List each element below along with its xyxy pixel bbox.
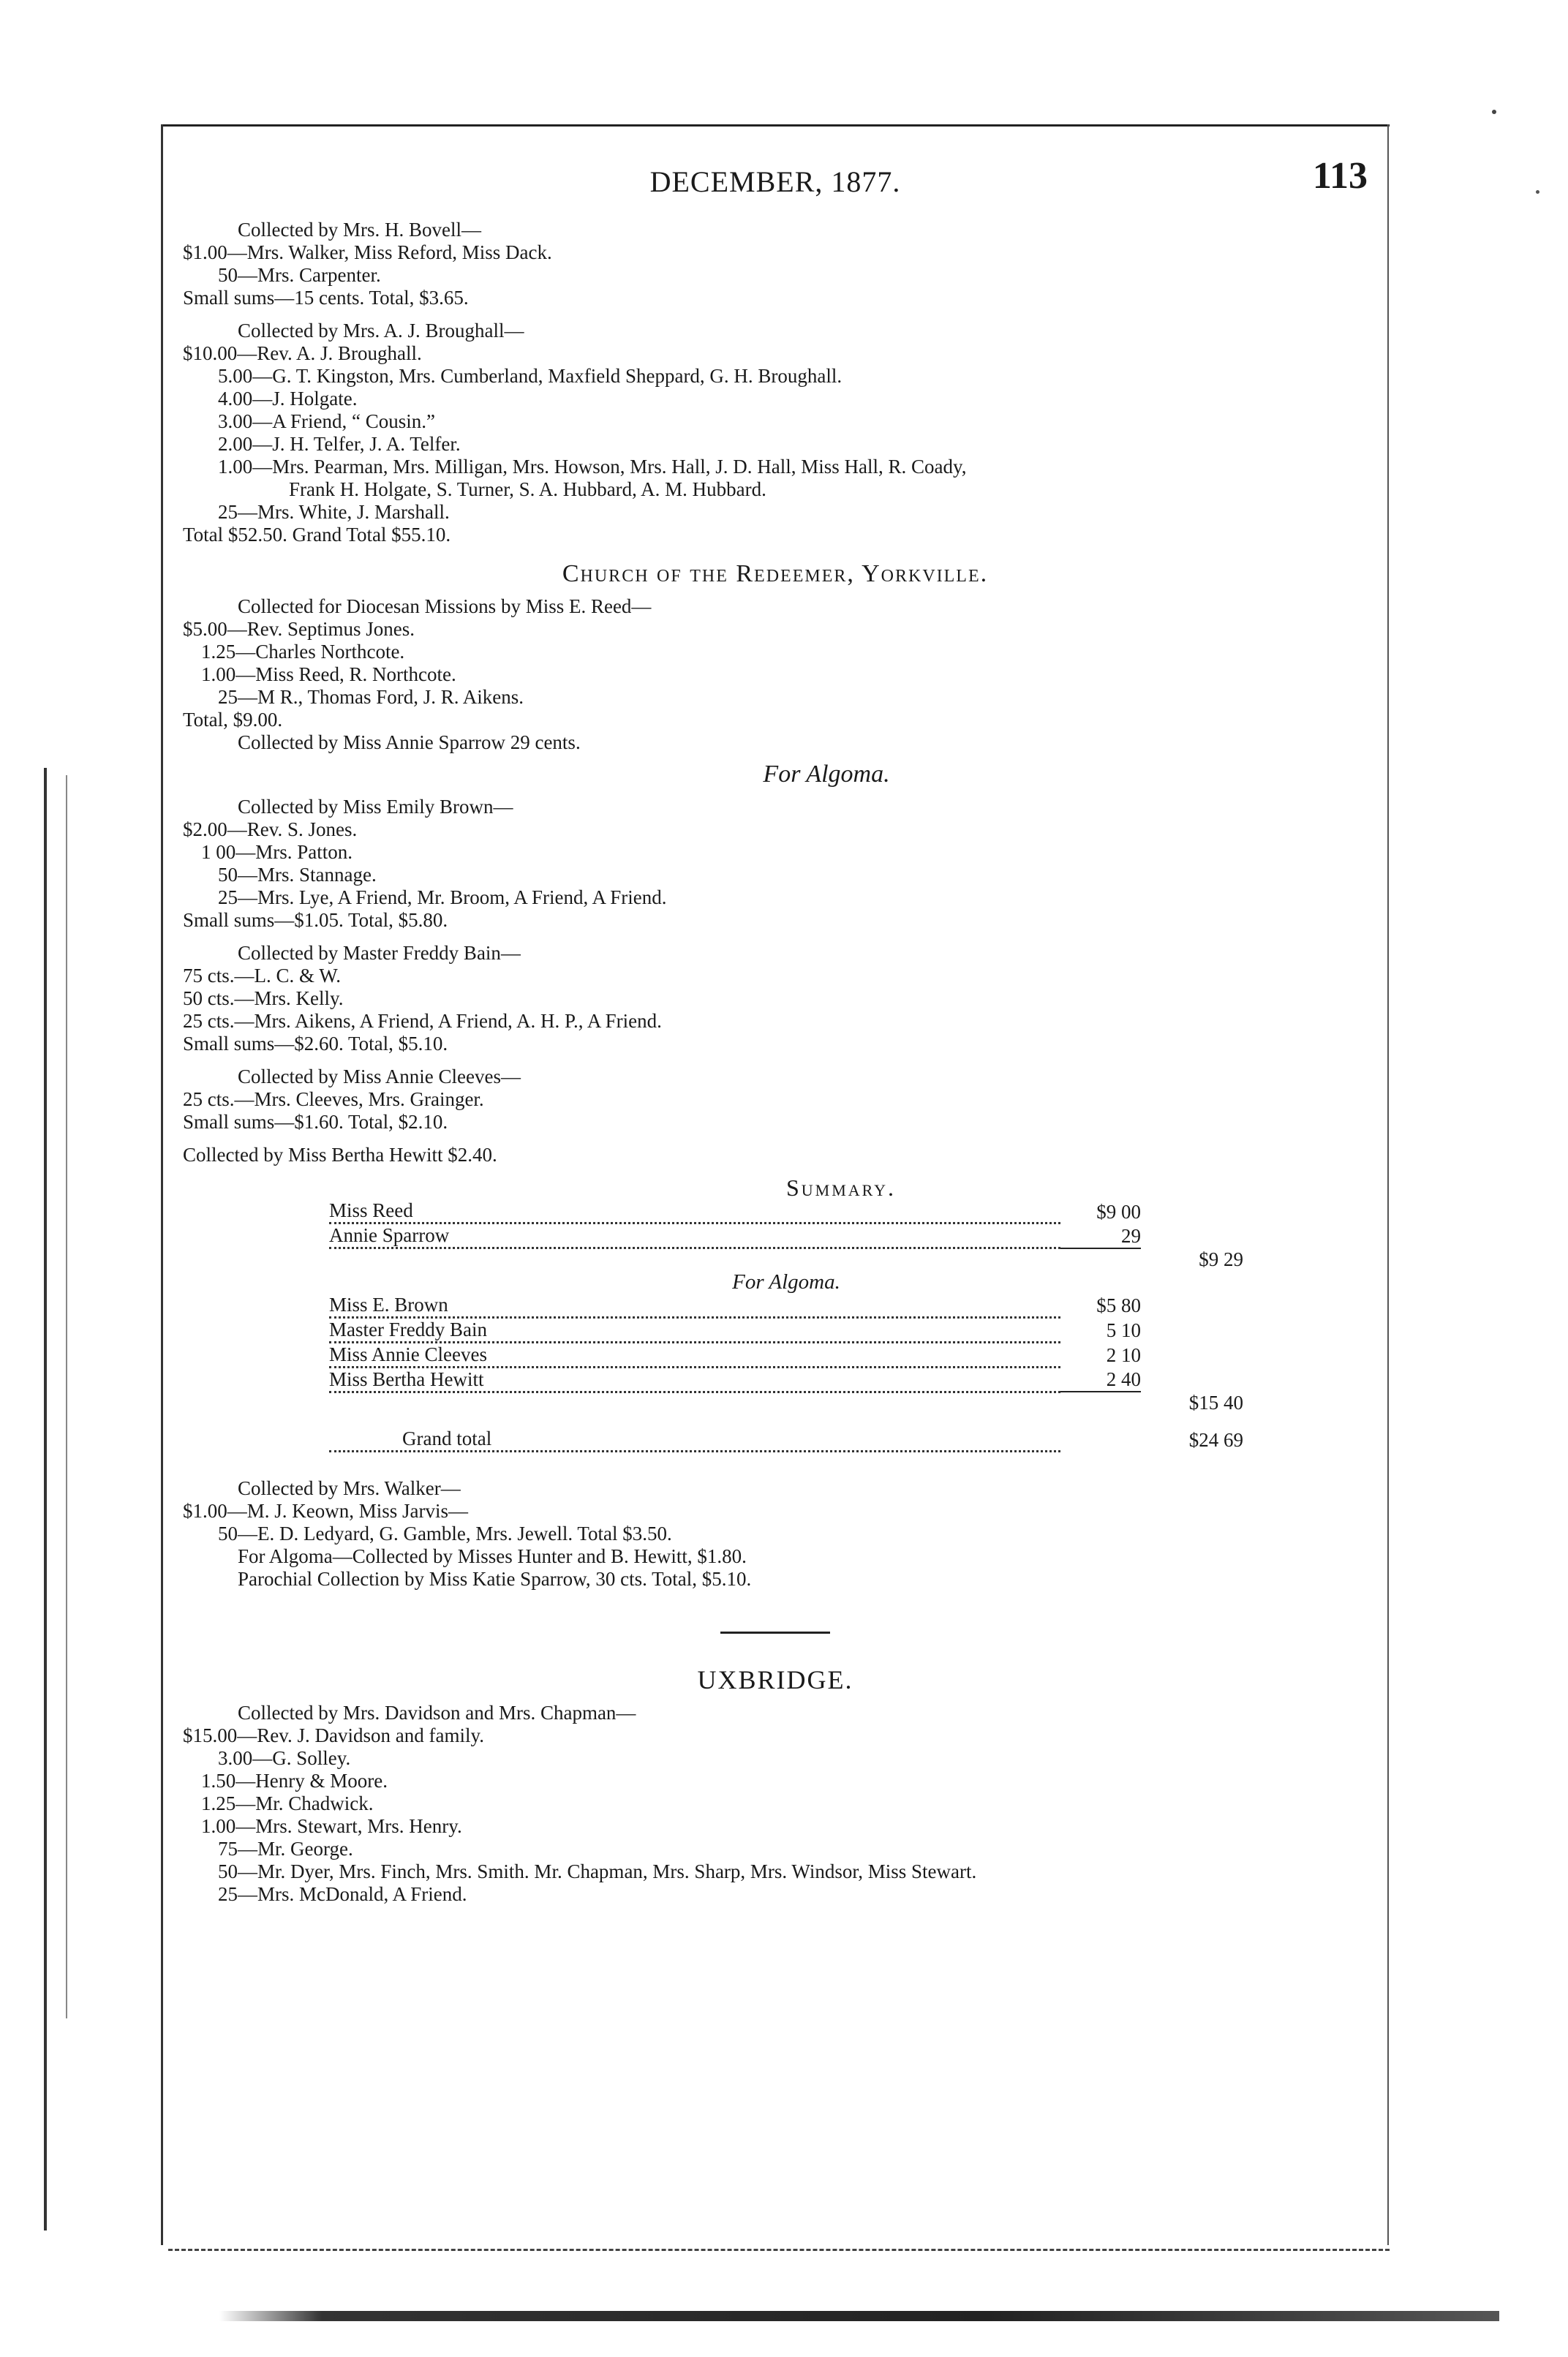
- entry-line: Frank H. Holgate, S. Turner, S. A. Hubbard, A. M. Hubbard.: [289, 478, 766, 500]
- summary-name: Master Freddy Bain: [329, 1319, 491, 1340]
- collector-heading: Collected for Diocesan Missions by Miss E. Reed—: [238, 595, 652, 617]
- collector-note: Collected by Miss Annie Sparrow 29 cents.: [238, 731, 581, 753]
- page-number: 113: [1312, 155, 1368, 197]
- collection-broughall: [183, 320, 1368, 546]
- entry-line: $1.00—Mrs. Walker, Miss Reford, Miss Dack.: [183, 241, 552, 263]
- entry-line: 3.00—A Friend, “ Cousin.”: [218, 410, 435, 432]
- collector-heading: Collected by Master Freddy Bain—: [238, 942, 521, 964]
- collection-annie-cleeves: [183, 1066, 1368, 1134]
- collector-heading: Collected by Miss Emily Brown—: [238, 796, 513, 818]
- bottom-border-rule: [168, 2249, 1390, 2251]
- summary-name: Annie Sparrow: [329, 1224, 453, 1246]
- entry-line: 1.00—Miss Reed, R. Northcote.: [201, 663, 456, 685]
- summary-grand-total-row: [329, 1414, 1243, 1452]
- parochial-note: Parochial Collection by Miss Katie Sparrow, 30 cts. Total, $5.10.: [238, 1568, 752, 1590]
- summary-subtotal-row: [329, 1248, 1243, 1271]
- total-line: Small sums—$2.60. Total, $5.10.: [183, 1033, 448, 1055]
- page-title: DECEMBER, 1877.: [649, 165, 901, 198]
- total-line: Small sums—15 cents. Total, $3.65.: [183, 287, 469, 309]
- summary-row: [329, 1367, 1243, 1392]
- entry-line: 1.25—Mr. Chadwick.: [201, 1792, 374, 1814]
- right-border-rule: [1387, 124, 1389, 2245]
- entry-line: 50—Mrs. Carpenter.: [218, 264, 381, 286]
- collection-freddy-bain: [183, 942, 1368, 1055]
- summary-subtotal: $15 40: [1188, 1392, 1243, 1414]
- top-border-rule: [161, 124, 1390, 127]
- entry-line: 50—Mrs. Stannage.: [218, 864, 377, 886]
- uxbridge-heading: UXBRIDGE.: [697, 1665, 853, 1694]
- entry-line: 5.00—G. T. Kingston, Mrs. Cumberland, Maxfield Sheppard, G. H. Broughall.: [218, 365, 843, 387]
- entry-line: 50—E. D. Ledyard, G. Gamble, Mrs. Jewell. Total $3.50.: [218, 1523, 672, 1545]
- entry-line: 50 cts.—Mrs. Kelly.: [183, 987, 344, 1009]
- scan-edge-mark: [66, 775, 67, 2018]
- section-divider: [720, 1632, 830, 1634]
- summary-row: [329, 1342, 1243, 1367]
- collector-heading: Collected by Mrs. Walker—: [238, 1477, 461, 1499]
- scan-bottom-bar: [219, 2311, 1499, 2321]
- running-header: [183, 155, 1368, 208]
- summary-name: Miss E. Brown: [329, 1294, 453, 1316]
- summary-subtotal: $9 29: [1199, 1248, 1243, 1270]
- summary-table: [329, 1199, 1243, 1452]
- collection-emily-brown: [183, 796, 1368, 932]
- entry-line: 1.00—Mrs. Stewart, Mrs. Henry.: [201, 1815, 462, 1837]
- collector-heading: Collected by Miss Annie Cleeves—: [238, 1066, 521, 1087]
- collector-heading: Collected by Mrs. Davidson and Mrs. Chapman—: [238, 1702, 636, 1724]
- collection-uxbridge: [183, 1702, 1368, 1906]
- collector-heading: Collected by Mrs. A. J. Broughall—: [238, 320, 524, 342]
- scan-speck: [1492, 110, 1496, 114]
- church-heading: Church of the Redeemer, Yorkville.: [562, 560, 989, 587]
- summary-heading: Summary.: [785, 1174, 897, 1201]
- summary-row: [329, 1223, 1243, 1248]
- entry-line: 25 cts.—Mrs. Cleeves, Mrs. Grainger.: [183, 1088, 484, 1110]
- page-content: [183, 155, 1368, 1906]
- collector-heading: Collected by Mrs. H. Bovell—: [238, 219, 481, 241]
- summary-amount: 29: [1121, 1224, 1141, 1247]
- grand-total-label: Grand total: [402, 1428, 496, 1449]
- collection-bertha-hewitt: Collected by Miss Bertha Hewitt $2.40.: [183, 1144, 497, 1166]
- entry-line: 1.25—Charles Northcote.: [201, 641, 405, 663]
- summary-row: [329, 1199, 1243, 1223]
- entry-line: 50—Mr. Dyer, Mrs. Finch, Mrs. Smith. Mr. Chapman, Mrs. Sharp, Mrs. Windsor, Miss Stewart.: [218, 1860, 977, 1882]
- summary-amount: 2 10: [1106, 1344, 1141, 1366]
- entry-line: 75 cts.—L. C. & W.: [183, 965, 342, 987]
- collection-walker: [183, 1477, 1368, 1591]
- entry-line: 1.00—Mrs. Pearman, Mrs. Milligan, Mrs. Howson, Mrs. Hall, J. D. Hall, Miss Hall, R. Coady,: [218, 456, 967, 478]
- entry-line: $1.00—M. J. Keown, Miss Jarvis—: [183, 1500, 469, 1522]
- entry-line: 2.00—J. H. Telfer, J. A. Telfer.: [218, 433, 461, 455]
- summary-amount: 2 40: [1106, 1368, 1141, 1390]
- entry-line: 3.00—G. Solley.: [218, 1747, 351, 1769]
- grand-total-amount: $24 69: [1188, 1428, 1243, 1451]
- total-line: Small sums—$1.05. Total, $5.80.: [183, 909, 448, 931]
- scan-speck: [1536, 190, 1539, 194]
- summary-name: Miss Annie Cleeves: [329, 1343, 491, 1365]
- summary-row: [329, 1294, 1243, 1318]
- summary-subtotal-row: [329, 1392, 1243, 1414]
- total-line: Total $52.50. Grand Total $55.10.: [183, 524, 451, 546]
- summary-row: [329, 1317, 1243, 1342]
- entry-line: 25—Mrs. McDonald, A Friend.: [218, 1883, 467, 1905]
- collection-bovell: [183, 219, 1368, 309]
- entry-line: $5.00—Rev. Septimus Jones.: [183, 618, 415, 640]
- scan-edge-mark: [44, 768, 47, 2230]
- summary-name: Miss Bertha Hewitt: [329, 1368, 488, 1390]
- algoma-heading: For Algoma.: [763, 761, 890, 788]
- entry-line: 25 cts.—Mrs. Aikens, A Friend, A Friend, A. H. P., A Friend.: [183, 1010, 662, 1032]
- entry-line: 4.00—J. Holgate.: [218, 388, 358, 410]
- entry-line: $10.00—Rev. A. J. Broughall.: [183, 342, 422, 364]
- algoma-note: For Algoma—Collected by Misses Hunter and B. Hewitt, $1.80.: [238, 1545, 747, 1567]
- total-line: Small sums—$1.60. Total, $2.10.: [183, 1111, 448, 1133]
- entry-line: 25—Mrs. White, J. Marshall.: [218, 501, 450, 523]
- entry-line: 25—M R., Thomas Ford, J. R. Aikens.: [218, 686, 524, 708]
- entry-line: 25—Mrs. Lye, A Friend, Mr. Broom, A Friend, A Friend.: [218, 886, 667, 908]
- entry-line: 75—Mr. George.: [218, 1838, 353, 1860]
- collection-reed: [183, 595, 1368, 754]
- entry-line: $15.00—Rev. J. Davidson and family.: [183, 1724, 484, 1746]
- summary-amount: $9 00: [1096, 1200, 1141, 1223]
- entry-line: 1.50—Henry & Moore.: [201, 1770, 388, 1792]
- summary-subheading: For Algoma.: [732, 1270, 840, 1294]
- entry-line: 1 00—Mrs. Patton.: [201, 841, 353, 863]
- summary-amount: 5 10: [1106, 1319, 1141, 1341]
- entry-line: $2.00—Rev. S. Jones.: [183, 818, 358, 840]
- summary-name: Miss Reed: [329, 1199, 418, 1221]
- left-border-rule: [161, 124, 163, 2245]
- summary-amount: $5 80: [1096, 1294, 1141, 1316]
- total-line: Total, $9.00.: [183, 709, 283, 731]
